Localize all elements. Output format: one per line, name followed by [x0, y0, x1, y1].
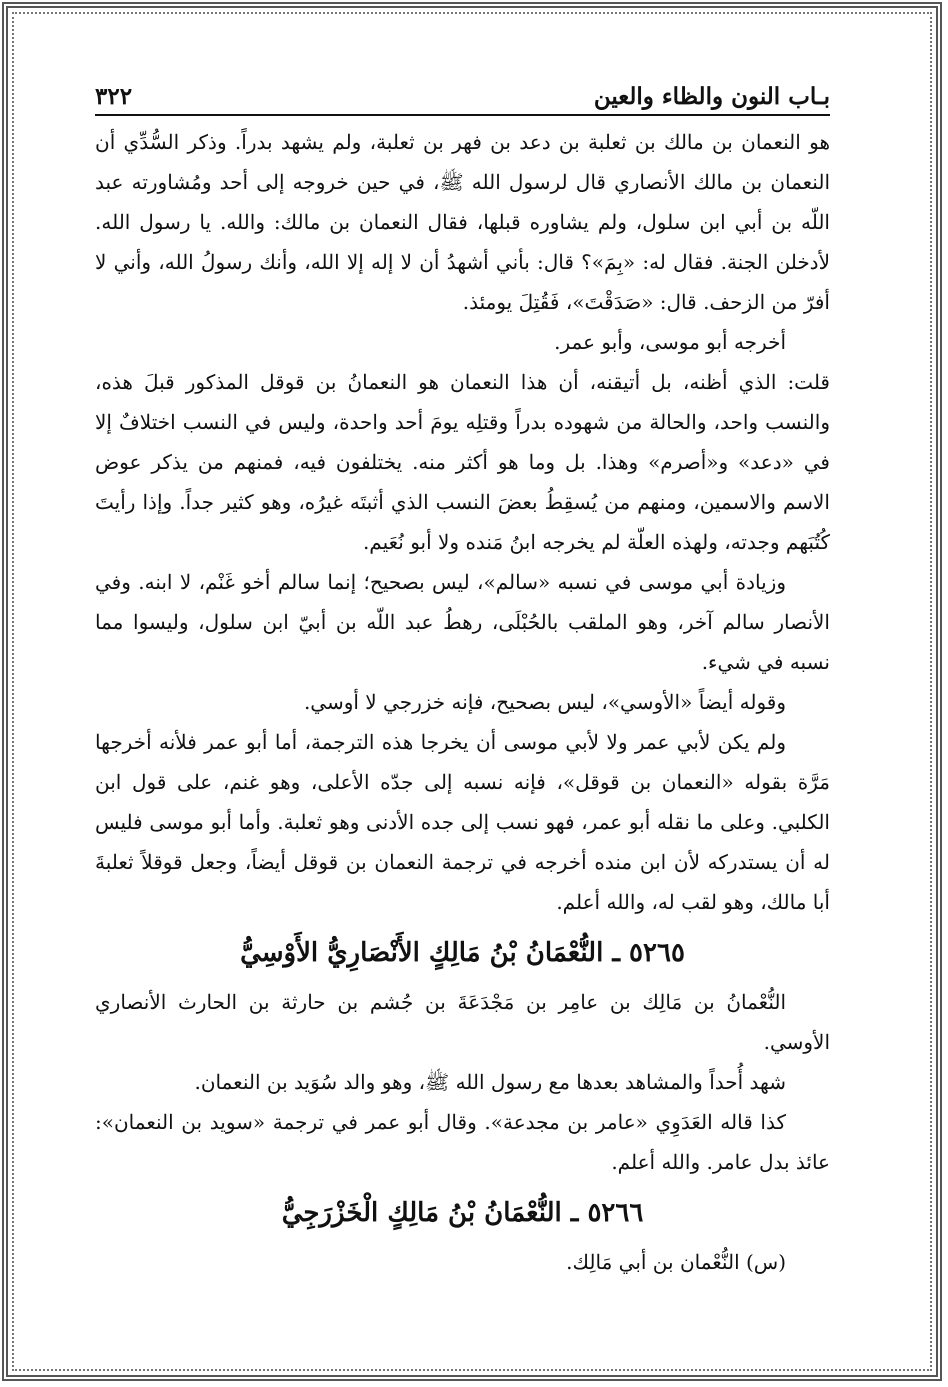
paragraph-1: هو النعمان بن مالك بن ثعلبة بن دعد بن فهر بن ثعلبة، ولم يشهد بدراً. وذكر السُّدِّي أن النعمان بن مالك الأنصاري قال لرسول الله ﷺ، في حين خروجه إلى أحد ومُشاورته عبد اللّه بن أبي ابن سلول، ولم يشاوره قبلها، فقال النعمان بن مالك: والله. يا رسول الله. لأدخلن الجنة. فقال له: «بِمَ»؟ قال: بأني أشهدُ أن لا إله إلا الله، وأنك رسولُ الله، وأني لا أفرّ من الزحف. قال: «صَدَقْتَ»، فَقُتِلَ يومئذ.	[95, 130, 830, 314]
paragraph-8: شهد أُحداً والمشاهد بعدها مع رسول الله ﷺ، وهو والد سُوَيد بن النعمان.	[194, 1070, 786, 1094]
paragraph-7: النُّعْمانُ بن مَالِك بن عامِر بن مَجْدَعَةَ بن جُشم بن حارثة بن الحارث الأنصاري الأوسي.	[95, 990, 830, 1054]
paragraph-2: أخرجه أبو موسى، وأبو عمر.	[554, 330, 786, 354]
paragraph-5: وقوله أيضاً «الأوسي»، ليس بصحيح، فإنه خزرجي لا أوسي.	[303, 690, 786, 714]
page-number: ٣٢٢	[95, 83, 133, 110]
entry-heading-5265: ٥٢٦٥ ـ النُّعْمَانُ بْنُ مَالِكٍ الأَنْصَارِيُّ الأَوْسِيُّ	[240, 938, 685, 968]
paragraph-9: كذا قاله العَدَوِي «عامر بن مجدعة». وقال أبو عمر في ترجمة «سويد بن النعمان»: عائذ بدل عامر. والله أعلم.	[95, 1110, 830, 1174]
running-header	[95, 78, 830, 116]
paragraph-10: (س) النُّعْمان بن أبي مَالِك.	[566, 1250, 786, 1274]
paragraph-3: قلت: الذي أظنه، بل أتيقنه، أن هذا النعمان هو النعمانُ بن قوقل المذكور قبلَ هذه، والنسب واحد، والحالة من شهوده بدراً وقتلِه يومَ أحد واحدة، وليس في النسب اختلافٌ إلا في «دعد» و«أصرم» وهذا. بل وما هو أكثر منه. يختلفون فيه، فمنهم من يذكر عوض الاسم والاسمين، ومنهم من يُسقِطُ بعضَ النسب الذي أثبتَه غيرُه، وهو كثير جداً. وإذا رأيتَ كُتُبَهم وجدته، ولهذه العلّة لم يخرجه ابنُ مَنده ولا أبو نُعَيم.	[95, 370, 830, 554]
paragraph-6: ولم يكن لأبي عمر ولا لأبي موسى أن يخرجا هذه الترجمة، أما أبو عمر فلأنه أخرجها مَرَّة بقوله «النعمان بن قوقل»، فإنه نسبه إلى جدّه الأعلى، وهو غنم، على قول ابن الكلبي. وعلى ما نقله أبو عمر، فهو نسب إلى جده الأدنى وهو ثعلبة. وأما أبو موسى فليس له أن يستدركه لأن ابن منده أخرجه في ترجمة النعمان بن قوقل أيضاً، وجعل قوقلاً ثعلبةَ أبا مالك، وهو لقب له، والله أعلم.	[95, 730, 830, 914]
entry-heading-5266: ٥٢٦٦ ـ النُّعْمَانُ بْنُ مَالِكٍ الْخَزْرَجِيُّ	[281, 1198, 644, 1228]
page-body	[95, 122, 830, 1322]
paragraph-4: وزيادة أبي موسى في نسبه «سالم»، ليس بصحيح؛ إنما سالم أخو غَنْم، لا ابنه. وفي الأنصار سالم آخر، وهو الملقب بالحُبْلَى، رهطُ عبد اللّه بن أبيّ ابن سلول، وليسوا مما نسبه في شيء.	[95, 570, 830, 674]
chapter-title: بـاب النون والظاء والعين	[593, 83, 830, 110]
